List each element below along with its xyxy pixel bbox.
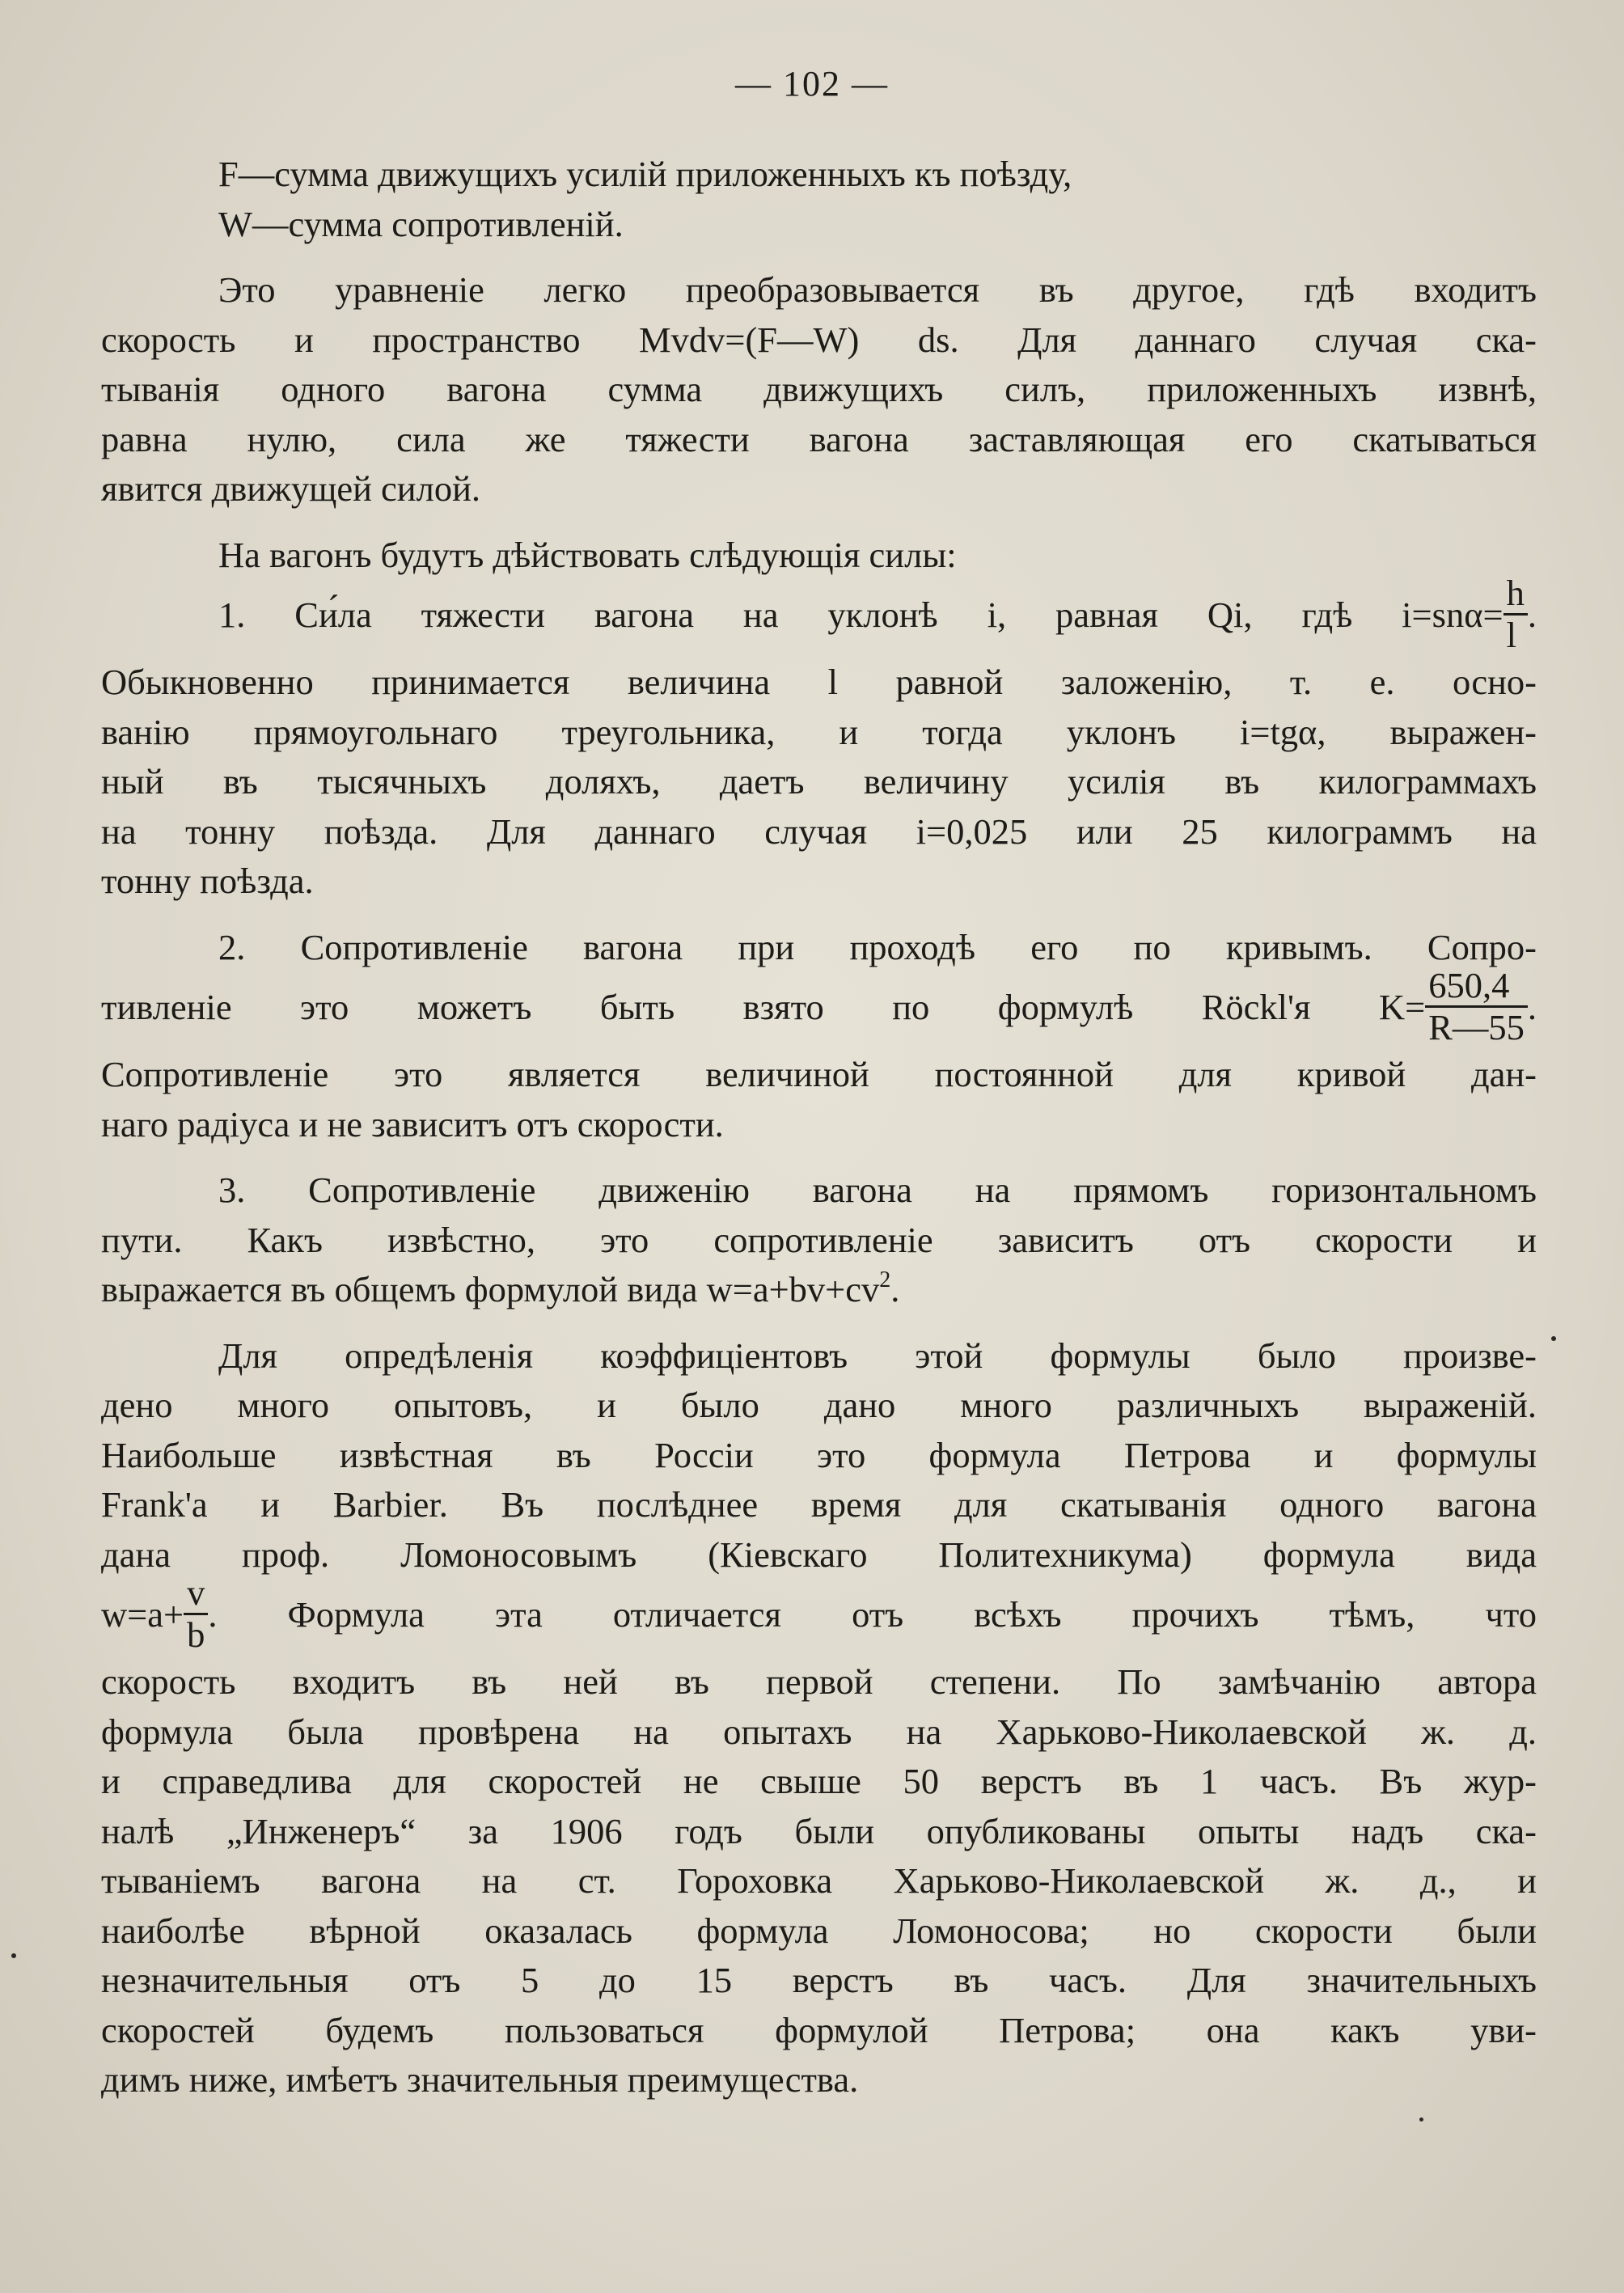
page-number: — 102 — [735, 64, 889, 104]
fraction-h-over-l [1503, 575, 1528, 653]
paragraph-curve-resistance [101, 923, 1537, 1150]
text-line: ный въ тысячныхъ доляхъ, даетъ величину усилія въ килограммахъ [101, 761, 1537, 802]
text-line: Это уравненіе легко преобразовывается въ другое, гдѣ входитъ [218, 269, 1537, 310]
text-line: незначительныя отъ 5 до 15 верстъ въ часъ. Для значительныхъ [101, 1960, 1537, 2000]
paragraph-gravity-force [101, 573, 1537, 907]
text-line: налѣ „Инженеръ“ за 1906 годъ были опубликованы опыты надъ ска- [101, 1810, 1537, 1851]
text-segment: 1. Си́ла тяжести вагона на уклонѣ i, равная Qi, гдѣ i=snα= [218, 594, 1503, 636]
text-line: и справедлива для скоростей не свыше 50 верстъ въ 1 часъ. Въ жур- [101, 1761, 1537, 1801]
paragraph-coefficients [101, 1331, 1537, 2105]
fraction-denominator: R—55 [1428, 1006, 1525, 1047]
fraction-v-over-b [184, 1572, 208, 1655]
ink-speck [1551, 1336, 1556, 1341]
text-line: тонну поѣзда. [101, 861, 314, 901]
text-line: ванію прямоугольнаго треугольника, и тогда уклонъ i=tgα, выражен- [101, 711, 1537, 752]
text-line: Обыкновенно принимается величина l равной заложенію, т. е. осно- [101, 662, 1537, 702]
fraction-denominator: b [187, 1614, 205, 1655]
text-line: 3. Сопротивленіе движенію вагона на прямомъ горизонтальномъ [218, 1170, 1537, 1210]
text-segment: выражается въ общемъ формулой вида w=a+bv+cv [101, 1269, 880, 1309]
text-line: тыванія одного вагона сумма движущихъ силъ, приложенныхъ извнѣ, [101, 369, 1537, 409]
text-line: Для опредѣленія коэффиціентовъ этой формулы было произве- [218, 1335, 1537, 1376]
fraction-denominator: l [1506, 614, 1516, 655]
text-line: дено много опытовъ, и было дано много различныхъ выраженій. [101, 1385, 1537, 1425]
text-segment: . [1527, 987, 1537, 1028]
text-line [101, 573, 1537, 658]
text-segment: . [890, 1269, 900, 1309]
text-line: 2. Сопротивленіе вагона при проходѣ его по кривымъ. Сопро- [218, 926, 1537, 967]
fraction-numerator: v [184, 1575, 208, 1615]
text-line: дана проф. Ломоносовымъ (Кіевскаго Политехникума) формула вида [101, 1534, 1537, 1575]
paragraph-definitions [101, 150, 1537, 249]
text-line: тываніемъ вагона на ст. Гороховка Харьково-Николаевской ж. д., и [101, 1860, 1537, 1901]
text-segment: . [1527, 594, 1537, 636]
text-line: F—сумма движущихъ усилій приложенныхъ къ поѣзду, [218, 154, 1072, 194]
text-line: Наибольше извѣстная въ Россіи это формула Петрова и формулы [101, 1434, 1537, 1475]
text-line: Сопротивленіе это является величиной постоянной для кривой дан- [101, 1054, 1537, 1094]
text-line: скоростей будемъ пользоваться формулой Петрова; она какъ уви- [101, 2009, 1537, 2050]
text-line: Frank'a и Barbier. Въ послѣднее время для скатыванія одного вагона [101, 1484, 1537, 1525]
fraction-numerator: h [1503, 575, 1528, 616]
text-line: явится движущей силой. [101, 468, 481, 509]
text-line: W—сумма сопротивленій. [218, 203, 624, 244]
fraction-rockl-formula [1425, 967, 1528, 1045]
paragraph-equation-transform [101, 265, 1537, 514]
fraction-numerator: 650,4 [1425, 967, 1528, 1008]
text-line [101, 1572, 1537, 1657]
text-segment: тивленіе это можетъ быть взято по формулѣ Röckl'я K= [101, 987, 1426, 1028]
ink-speck [1419, 2117, 1423, 2122]
paragraph-forces-intro [101, 531, 1537, 581]
superscript: 2 [879, 1267, 891, 1292]
text-line: На вагонъ будутъ дѣйствовать слѣдующія силы: [218, 534, 957, 575]
page-body [101, 150, 1537, 2105]
text-line: скорость входитъ въ ней въ первой степени. По замѣчанію автора [101, 1661, 1537, 1702]
text-line: формула была провѣрена на опытахъ на Харьково-Николаевской ж. д. [101, 1711, 1537, 1752]
text-line [101, 1265, 1537, 1315]
text-line: пути. Какъ извѣстно, это сопротивленіе зависитъ отъ скорости и [101, 1219, 1537, 1260]
text-line: на тонну поѣзда. Для даннаго случая i=0,025 или 25 килограммъ на [101, 810, 1537, 852]
ink-speck [11, 1953, 16, 1958]
text-line: равна нулю, сила же тяжести вагона заставляющая его скатываться [101, 418, 1537, 459]
text-line: скорость и пространство Mvdv=(F—W) ds. Для даннаго случая ска- [101, 319, 1537, 360]
text-line: наго радіуса и не зависитъ отъ скорости. [101, 1103, 724, 1144]
text-line: димъ ниже, имѣетъ значительныя преимущества. [101, 2059, 859, 2100]
text-line: наиболѣе вѣрной оказалась формула Ломоносова; но скорости были [101, 1910, 1537, 1951]
text-segment: . Формула эта отличается отъ всѣхъ прочихъ тѣмъ, что [208, 1594, 1537, 1635]
text-line [101, 965, 1537, 1050]
paragraph-straight-resistance [101, 1166, 1537, 1315]
text-segment: w=a+ [101, 1594, 184, 1635]
